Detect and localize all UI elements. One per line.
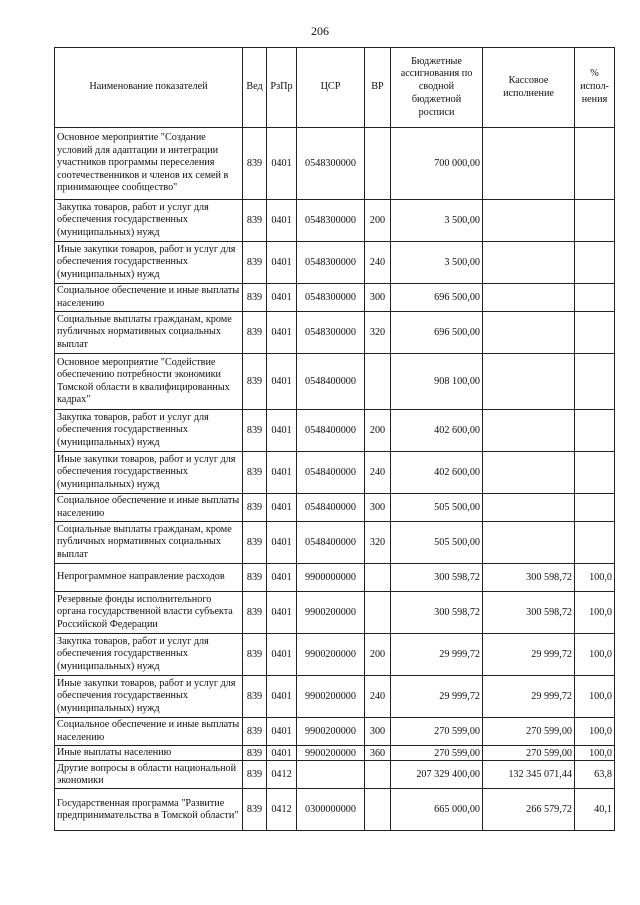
row-cash: 270 599,00 <box>483 718 575 746</box>
row-vr: 300 <box>365 494 391 522</box>
row-ved: 839 <box>243 746 267 761</box>
row-rzpr: 0401 <box>267 284 297 312</box>
row-cash <box>483 242 575 284</box>
table-row <box>55 128 615 200</box>
row-ved: 839 <box>243 564 267 592</box>
row-assignments: 696 500,00 <box>391 284 483 312</box>
row-rzpr: 0401 <box>267 354 297 410</box>
row-rzpr: 0401 <box>267 746 297 761</box>
row-name: Непрограммное направление расходов <box>55 564 243 592</box>
row-csr: 0548300000 <box>297 312 365 354</box>
row-assignments: 270 599,00 <box>391 718 483 746</box>
row-vr <box>365 592 391 634</box>
row-assignments: 402 600,00 <box>391 452 483 494</box>
table-row <box>55 354 615 410</box>
row-name: Основное мероприятие "Содействие обеспечению потребности экономики Томской области в квалифицированных кадрах" <box>55 354 243 410</box>
row-cash: 29 999,72 <box>483 676 575 718</box>
row-rzpr: 0401 <box>267 452 297 494</box>
row-cash <box>483 410 575 452</box>
row-percent <box>575 312 615 354</box>
row-csr: 0300000000 <box>297 789 365 831</box>
row-vr: 200 <box>365 634 391 676</box>
row-assignments: 3 500,00 <box>391 200 483 242</box>
row-rzpr: 0401 <box>267 128 297 200</box>
row-cash: 300 598,72 <box>483 564 575 592</box>
row-rzpr: 0401 <box>267 494 297 522</box>
row-rzpr: 0401 <box>267 634 297 676</box>
row-csr: 9900200000 <box>297 634 365 676</box>
row-percent <box>575 410 615 452</box>
row-name: Иные закупки товаров, работ и услуг для обеспечения государственных (муниципальных) нужд <box>55 242 243 284</box>
row-assignments: 696 500,00 <box>391 312 483 354</box>
row-assignments: 300 598,72 <box>391 564 483 592</box>
row-cash <box>483 452 575 494</box>
row-cash: 300 598,72 <box>483 592 575 634</box>
row-assignments: 3 500,00 <box>391 242 483 284</box>
row-vr: 300 <box>365 718 391 746</box>
row-ved: 839 <box>243 410 267 452</box>
row-cash <box>483 494 575 522</box>
col-header-assignments: Бюджетные ассигнования по сводной бюджетной росписи <box>391 48 483 128</box>
row-csr: 9900000000 <box>297 564 365 592</box>
row-rzpr: 0412 <box>267 789 297 831</box>
row-vr <box>365 761 391 789</box>
row-csr: 9900200000 <box>297 746 365 761</box>
row-cash <box>483 128 575 200</box>
row-vr <box>365 789 391 831</box>
row-name: Социальные выплаты гражданам, кроме публичных нормативных социальных выплат <box>55 522 243 564</box>
row-percent: 100,0 <box>575 592 615 634</box>
row-ved: 839 <box>243 284 267 312</box>
row-vr: 200 <box>365 200 391 242</box>
row-ved: 839 <box>243 200 267 242</box>
row-ved: 839 <box>243 718 267 746</box>
row-name: Закупка товаров, работ и услуг для обеспечения государственных (муниципальных) нужд <box>55 200 243 242</box>
row-rzpr: 0401 <box>267 564 297 592</box>
row-cash: 270 599,00 <box>483 746 575 761</box>
row-ved: 839 <box>243 522 267 564</box>
row-ved: 839 <box>243 354 267 410</box>
row-name: Закупка товаров, работ и услуг для обеспечения государственных (муниципальных) нужд <box>55 634 243 676</box>
row-csr: 0548300000 <box>297 200 365 242</box>
row-percent: 100,0 <box>575 746 615 761</box>
row-name: Иные закупки товаров, работ и услуг для обеспечения государственных (муниципальных) нужд <box>55 452 243 494</box>
row-vr: 300 <box>365 284 391 312</box>
row-percent: 100,0 <box>575 564 615 592</box>
row-assignments: 505 500,00 <box>391 522 483 564</box>
row-name: Закупка товаров, работ и услуг для обеспечения государственных (муниципальных) нужд <box>55 410 243 452</box>
table-row <box>55 564 615 592</box>
row-assignments: 207 329 400,00 <box>391 761 483 789</box>
row-ved: 839 <box>243 634 267 676</box>
table-row <box>55 452 615 494</box>
table-row <box>55 718 615 746</box>
col-header-csr: ЦСР <box>297 48 365 128</box>
row-vr: 360 <box>365 746 391 761</box>
row-percent: 100,0 <box>575 676 615 718</box>
row-ved: 839 <box>243 312 267 354</box>
row-percent: 100,0 <box>575 718 615 746</box>
row-cash: 132 345 071,44 <box>483 761 575 789</box>
row-vr <box>365 128 391 200</box>
col-header-rzpr: РзПр <box>267 48 297 128</box>
table-row <box>55 242 615 284</box>
table-row <box>55 746 615 761</box>
row-name: Социальные выплаты гражданам, кроме публичных нормативных социальных выплат <box>55 312 243 354</box>
row-name: Иные выплаты населению <box>55 746 243 761</box>
row-percent <box>575 522 615 564</box>
row-name: Социальное обеспечение и иные выплаты населению <box>55 718 243 746</box>
row-assignments: 29 999,72 <box>391 634 483 676</box>
row-assignments: 700 000,00 <box>391 128 483 200</box>
row-rzpr: 0401 <box>267 242 297 284</box>
row-percent <box>575 128 615 200</box>
table-row <box>55 494 615 522</box>
row-csr: 0548300000 <box>297 242 365 284</box>
row-assignments: 270 599,00 <box>391 746 483 761</box>
row-ved: 839 <box>243 676 267 718</box>
row-percent <box>575 452 615 494</box>
row-rzpr: 0401 <box>267 718 297 746</box>
row-name: Основное мероприятие "Создание условий для адаптации и интеграции участников программы переселения соотечественников и членов их семей в принимающее сообщество" <box>55 128 243 200</box>
row-csr: 0548300000 <box>297 284 365 312</box>
row-percent: 40,1 <box>575 789 615 831</box>
table-row <box>55 410 615 452</box>
row-rzpr: 0401 <box>267 312 297 354</box>
row-csr: 9900200000 <box>297 676 365 718</box>
row-name: Иные закупки товаров, работ и услуг для обеспечения государственных (муниципальных) нужд <box>55 676 243 718</box>
table-row <box>55 312 615 354</box>
row-percent <box>575 354 615 410</box>
row-cash: 29 999,72 <box>483 634 575 676</box>
row-vr: 240 <box>365 452 391 494</box>
table-row <box>55 761 615 789</box>
row-percent <box>575 494 615 522</box>
row-csr: 0548400000 <box>297 452 365 494</box>
table-row <box>55 200 615 242</box>
table-header-row <box>55 48 615 128</box>
row-ved: 839 <box>243 592 267 634</box>
row-name: Социальное обеспечение и иные выплаты населению <box>55 494 243 522</box>
row-csr: 9900200000 <box>297 592 365 634</box>
row-percent: 100,0 <box>575 634 615 676</box>
row-vr: 320 <box>365 312 391 354</box>
col-header-vr: ВР <box>365 48 391 128</box>
row-csr: 0548400000 <box>297 494 365 522</box>
table-row <box>55 284 615 312</box>
row-cash <box>483 354 575 410</box>
row-rzpr: 0401 <box>267 522 297 564</box>
row-assignments: 665 000,00 <box>391 789 483 831</box>
row-cash <box>483 522 575 564</box>
row-name: Резервные фонды исполнительного органа государственной власти субъекта Российской Федерации <box>55 592 243 634</box>
row-percent <box>575 200 615 242</box>
row-percent <box>575 284 615 312</box>
row-assignments: 300 598,72 <box>391 592 483 634</box>
row-assignments: 505 500,00 <box>391 494 483 522</box>
row-ved: 839 <box>243 789 267 831</box>
row-name: Другие вопросы в области национальной экономики <box>55 761 243 789</box>
row-rzpr: 0401 <box>267 592 297 634</box>
row-csr: 0548300000 <box>297 128 365 200</box>
row-rzpr: 0401 <box>267 410 297 452</box>
row-assignments: 29 999,72 <box>391 676 483 718</box>
row-cash <box>483 284 575 312</box>
table-row <box>55 522 615 564</box>
row-vr: 320 <box>365 522 391 564</box>
row-name: Государственная программа "Развитие предпринимательства в Томской области" <box>55 789 243 831</box>
row-percent: 63,8 <box>575 761 615 789</box>
row-cash: 266 579,72 <box>483 789 575 831</box>
row-csr <box>297 761 365 789</box>
row-assignments: 908 100,00 <box>391 354 483 410</box>
row-csr: 0548400000 <box>297 354 365 410</box>
col-header-cash: Кассовое исполнение <box>483 48 575 128</box>
row-rzpr: 0412 <box>267 761 297 789</box>
col-header-ved: Вед <box>243 48 267 128</box>
table-row <box>55 634 615 676</box>
row-rzpr: 0401 <box>267 200 297 242</box>
row-ved: 839 <box>243 128 267 200</box>
row-csr: 9900200000 <box>297 718 365 746</box>
row-vr: 240 <box>365 676 391 718</box>
table-row <box>55 676 615 718</box>
row-vr: 240 <box>365 242 391 284</box>
row-name: Социальное обеспечение и иные выплаты населению <box>55 284 243 312</box>
row-rzpr: 0401 <box>267 676 297 718</box>
table-row <box>55 592 615 634</box>
row-csr: 0548400000 <box>297 522 365 564</box>
row-percent <box>575 242 615 284</box>
table-row <box>55 789 615 831</box>
col-header-percent: % испол-нения <box>575 48 615 128</box>
row-csr: 0548400000 <box>297 410 365 452</box>
row-vr <box>365 564 391 592</box>
row-ved: 839 <box>243 494 267 522</box>
row-vr: 200 <box>365 410 391 452</box>
page-number: 206 <box>311 24 329 38</box>
row-cash <box>483 200 575 242</box>
row-ved: 839 <box>243 452 267 494</box>
col-header-name: Наименование показателей <box>55 48 243 128</box>
row-cash <box>483 312 575 354</box>
row-ved: 839 <box>243 242 267 284</box>
row-assignments: 402 600,00 <box>391 410 483 452</box>
row-ved: 839 <box>243 761 267 789</box>
budget-table <box>54 47 615 831</box>
row-vr <box>365 354 391 410</box>
